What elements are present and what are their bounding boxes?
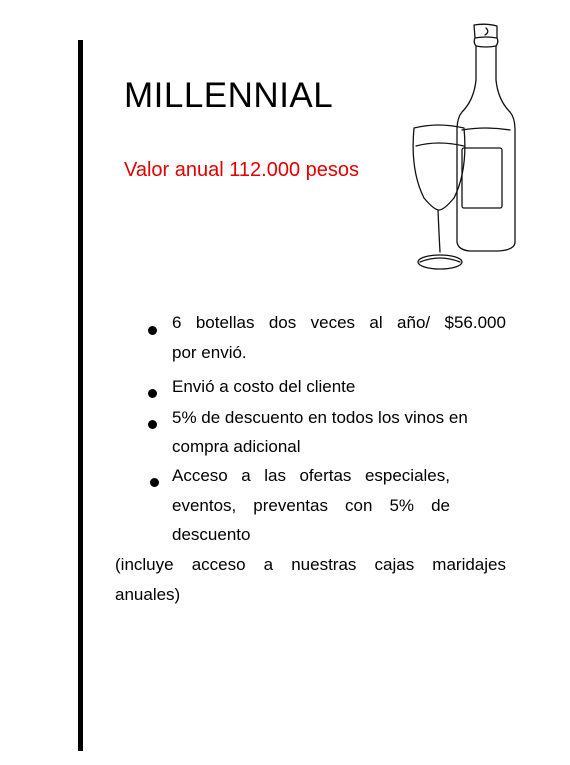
word: preventas: [253, 496, 328, 515]
word: a: [241, 466, 251, 485]
word: 5%: [389, 496, 415, 515]
word: año/: [397, 313, 431, 332]
word: 6: [172, 313, 182, 332]
word: las: [264, 466, 286, 485]
bullet-marker: [150, 478, 159, 487]
word: nuestras: [291, 555, 357, 574]
bullet-1-line-2: por envió.: [172, 343, 247, 362]
bullet-4-line-2: [172, 496, 450, 516]
word: maridajes: [432, 555, 506, 574]
bullet-marker: [148, 420, 157, 429]
word: ofertas: [299, 466, 352, 485]
bullet-1-line-1: [172, 313, 506, 333]
wine-bottle-glass-icon: [398, 20, 528, 276]
word: eventos,: [172, 496, 237, 515]
bullet-2-line-1: Envió a costo del cliente: [172, 377, 356, 396]
word: dos: [268, 313, 297, 332]
bullet-marker: [148, 389, 157, 398]
word: cajas: [374, 555, 415, 574]
note-line-2: anuales): [115, 585, 181, 604]
word: veces: [310, 313, 356, 332]
plan-title: MILLENNIAL: [124, 76, 334, 115]
word: especiales,: [364, 466, 450, 485]
word: botellas: [195, 313, 255, 332]
word: acceso: [191, 555, 246, 574]
bullet-marker: [148, 326, 157, 335]
note-line-1: [115, 555, 506, 575]
word: (incluye: [115, 555, 174, 574]
word: $56.000: [444, 313, 506, 332]
word: al: [369, 313, 383, 332]
word: de: [431, 496, 450, 515]
bullet-3-line-2: compra adicional: [172, 437, 301, 456]
word: con: [345, 496, 373, 515]
word: a: [263, 555, 274, 574]
left-vertical-bar: [78, 40, 83, 751]
word: Acceso: [172, 466, 228, 485]
plan-price: Valor anual 112.000 pesos: [124, 159, 359, 181]
bullet-3-line-1: 5% de descuento en todos los vinos en: [172, 408, 468, 427]
bullet-4-line-3: descuento: [172, 525, 251, 544]
bullet-4-line-1: [172, 466, 450, 486]
